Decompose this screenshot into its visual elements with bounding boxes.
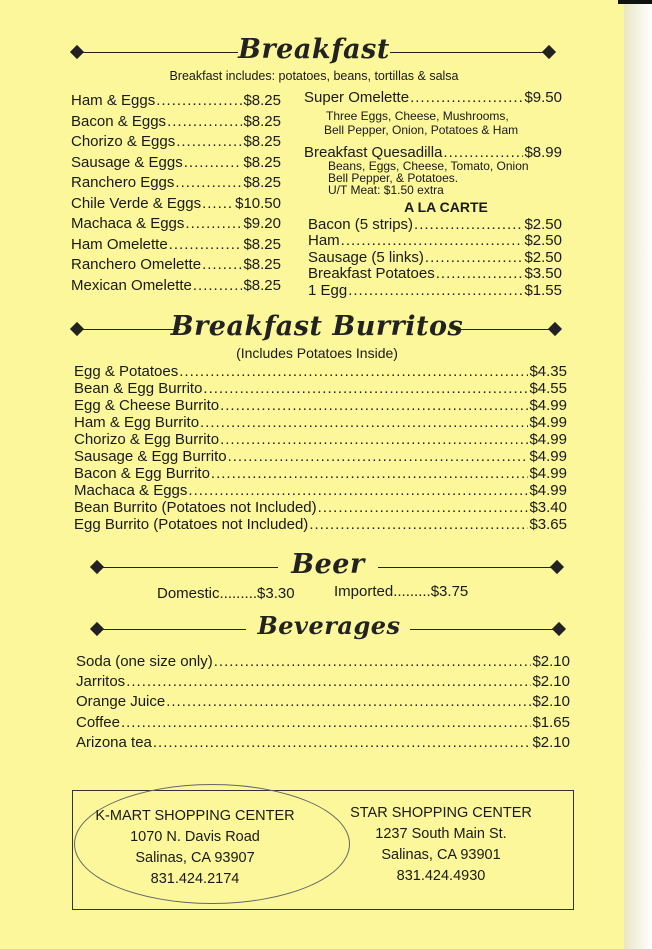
item-description: Three Eggs, Cheese, Mushrooms, — [326, 108, 509, 123]
item-price: $2.10 — [532, 733, 570, 751]
menu-item — [74, 465, 567, 482]
dot-leader — [202, 194, 234, 215]
item-name: Ham & Eggs — [71, 92, 156, 109]
beverages-header — [92, 611, 566, 643]
menu-item — [71, 173, 281, 194]
item-price: $10.50 — [235, 194, 281, 212]
location-name: STAR SHOPPING CENTER — [350, 805, 532, 821]
item-description: Beans, Eggs, Cheese, Tomato, Onion — [328, 159, 529, 173]
dot-leader — [318, 499, 529, 516]
beer-domestic: Domestic.........$3.30 — [157, 585, 295, 602]
item-name: 1 Egg — [308, 281, 348, 299]
location-street: 1070 N. Davis Road — [130, 829, 260, 845]
menu-item — [74, 431, 567, 448]
item-name: Breakfast Potatoes — [308, 265, 435, 283]
page-edge — [624, 0, 652, 949]
item-price: $3.40 — [529, 499, 567, 516]
menu-item — [74, 363, 567, 380]
item-name: Bacon & Eggs — [71, 112, 167, 130]
menu-item — [71, 235, 281, 256]
dot-leader — [200, 414, 528, 431]
breakfast-left-list — [71, 91, 281, 296]
location-kmart — [80, 806, 310, 890]
location-phone: 831.424.2174 — [150, 871, 240, 887]
item-price: $8.25 — [243, 174, 281, 191]
item-price: $2.50 — [524, 248, 562, 266]
dot-leader — [309, 516, 528, 533]
item-price: $2.10 — [532, 673, 570, 691]
item-price: $2.10 — [532, 653, 570, 670]
menu-item — [76, 692, 570, 712]
menu-item — [308, 233, 562, 249]
menu-item — [74, 397, 567, 414]
item-name: Chile Verde & Eggs — [71, 194, 202, 212]
menu-item — [74, 516, 567, 533]
item-price: $1.65 — [532, 713, 570, 731]
dot-leader — [153, 733, 532, 753]
item-name: Sausage (5 links) — [308, 248, 424, 266]
menu-item — [308, 283, 562, 299]
menu-item — [76, 733, 570, 753]
dot-leader — [179, 363, 528, 380]
item-price: $4.99 — [529, 431, 567, 448]
dot-leader — [220, 397, 528, 414]
a-la-carte-title: A LA CARTE — [404, 199, 488, 215]
menu-item — [76, 652, 570, 672]
item-price: $8.25 — [243, 276, 281, 294]
beer-header — [92, 549, 564, 581]
item-price: $2.10 — [532, 693, 570, 711]
item-name: Arizona tea — [76, 733, 152, 751]
dot-leader — [188, 482, 528, 499]
dot-leader — [211, 465, 529, 482]
item-price: $4.35 — [529, 363, 567, 380]
breakfast-right-list — [304, 88, 562, 299]
item-price: $8.25 — [243, 256, 281, 273]
beverages-title: Beverages — [257, 611, 401, 640]
menu-item — [74, 380, 567, 397]
item-name: Bacon (5 strips) — [308, 216, 414, 233]
menu-item — [308, 266, 562, 282]
item-price: $4.55 — [529, 380, 567, 397]
menu-item — [71, 91, 281, 112]
item-price: $2.50 — [524, 216, 562, 233]
menu-item — [74, 499, 567, 516]
item-price: $4.99 — [529, 465, 567, 482]
beer-imported: Imported.........$3.75 — [334, 583, 469, 600]
item-name: Chorizo & Egg Burrito — [74, 431, 220, 448]
breakfast-subtitle: Breakfast includes: potatoes, beans, tortillas & salsa — [169, 69, 459, 83]
item-name: Ranchero Eggs — [71, 174, 175, 191]
menu-item — [71, 194, 281, 215]
item-name: Jarritos — [76, 673, 126, 691]
menu-item — [71, 132, 281, 153]
item-price: $2.50 — [524, 232, 562, 250]
item-price: $1.55 — [524, 281, 562, 299]
item-name: Chorizo & Eggs — [71, 133, 176, 150]
beverages-list — [76, 652, 570, 753]
menu-item: Super Omelette ..... $9.50 — [304, 88, 562, 109]
dot-leader — [184, 153, 243, 174]
item-price: $4.99 — [529, 397, 567, 414]
scan-border — [618, 0, 652, 4]
menu-item — [71, 153, 281, 174]
menu-item — [74, 482, 567, 499]
item-price: $4.99 — [529, 482, 567, 499]
item-price: $9.20 — [243, 215, 281, 232]
item-name: Egg & Potatoes — [74, 363, 179, 380]
menu-item — [71, 255, 281, 276]
location-phone: 831.424.4930 — [396, 868, 486, 884]
menu-item — [71, 276, 281, 297]
breakfast-title: Breakfast — [238, 34, 390, 65]
item-name: Bean & Egg Burrito — [74, 380, 203, 397]
dot-leader — [176, 132, 242, 153]
location-star — [326, 803, 556, 887]
item-name: Ham — [308, 232, 340, 250]
dot-leader — [414, 217, 523, 233]
menu-item: Breakfast Quesadilla ..... $8.99 — [304, 143, 562, 164]
menu-item — [308, 217, 562, 233]
dot-leader — [167, 112, 242, 133]
burritos-subtitle: (Includes Potatoes Inside) — [236, 345, 398, 361]
item-description: Bell Pepper, Onion, Potatoes & Ham — [324, 122, 519, 137]
item-name: Orange Juice — [76, 693, 166, 711]
dot-leader — [203, 380, 528, 397]
dot-leader — [166, 692, 531, 712]
menu-item — [74, 414, 567, 431]
item-price: $8.25 — [243, 112, 281, 130]
item-name: Egg Burrito (Potatoes not Included) — [74, 516, 309, 533]
menu-item — [74, 448, 567, 465]
dot-leader — [425, 250, 524, 266]
dot-leader — [436, 266, 524, 282]
item-name: Bean Burrito (Potatoes not Included) — [74, 499, 317, 516]
item-name: Ham & Egg Burrito — [74, 414, 200, 431]
item-price: $8.25 — [243, 235, 281, 253]
item-name: Coffee — [76, 713, 120, 731]
menu-item — [71, 112, 281, 133]
item-name: Machaca & Eggs — [71, 215, 185, 232]
menu-item — [76, 713, 570, 733]
item-name: Mexican Omelette — [71, 276, 192, 294]
menu-item — [76, 672, 570, 692]
dot-leader — [193, 276, 243, 297]
burritos-title: Breakfast Burritos — [170, 311, 464, 342]
item-name: Sausage & Egg Burrito — [74, 448, 227, 465]
dot-leader — [214, 652, 532, 672]
location-city: Salinas, CA 93907 — [135, 850, 255, 866]
item-name: Sausage & Eggs — [71, 153, 183, 171]
item-price: $3.65 — [529, 516, 567, 533]
menu-item — [71, 214, 281, 235]
item-price: $4.99 — [529, 414, 567, 431]
dot-leader — [156, 91, 242, 112]
dot-leader — [169, 235, 243, 256]
item-price: $4.99 — [529, 448, 567, 465]
breakfast-header — [72, 34, 556, 66]
dot-leader — [121, 713, 532, 733]
item-name: Machaca & Eggs — [74, 482, 188, 499]
dot-leader — [175, 173, 242, 194]
dot-leader — [202, 255, 242, 276]
beer-title: Beer — [291, 549, 365, 580]
location-name: K-MART SHOPPING CENTER — [95, 808, 295, 824]
location-city: Salinas, CA 93901 — [381, 847, 501, 863]
item-price: $8.25 — [243, 153, 281, 171]
item-name: Bacon & Egg Burrito — [74, 465, 210, 482]
dot-leader — [220, 431, 528, 448]
burritos-header — [72, 311, 562, 343]
location-street: 1237 South Main St. — [375, 826, 507, 842]
item-price: $8.25 — [243, 92, 281, 109]
menu-item — [308, 250, 562, 266]
item-name: Soda (one size only) — [76, 653, 213, 670]
a-la-carte-list — [304, 217, 562, 299]
item-price: $8.25 — [243, 133, 281, 150]
dot-leader — [185, 214, 242, 235]
burritos-list — [74, 363, 567, 533]
dot-leader — [126, 672, 531, 692]
dot-leader — [348, 283, 523, 299]
item-price: $3.50 — [524, 265, 562, 283]
item-name: Egg & Cheese Burrito — [74, 397, 220, 414]
item-description: U/T Meat: $1.50 extra — [328, 183, 444, 197]
dot-leader — [341, 233, 524, 249]
dot-leader — [228, 448, 529, 465]
item-description: Bell Pepper, & Potatoes. — [328, 171, 459, 185]
item-name: Ham Omelette — [71, 235, 168, 253]
item-name: Ranchero Omelette — [71, 256, 202, 273]
